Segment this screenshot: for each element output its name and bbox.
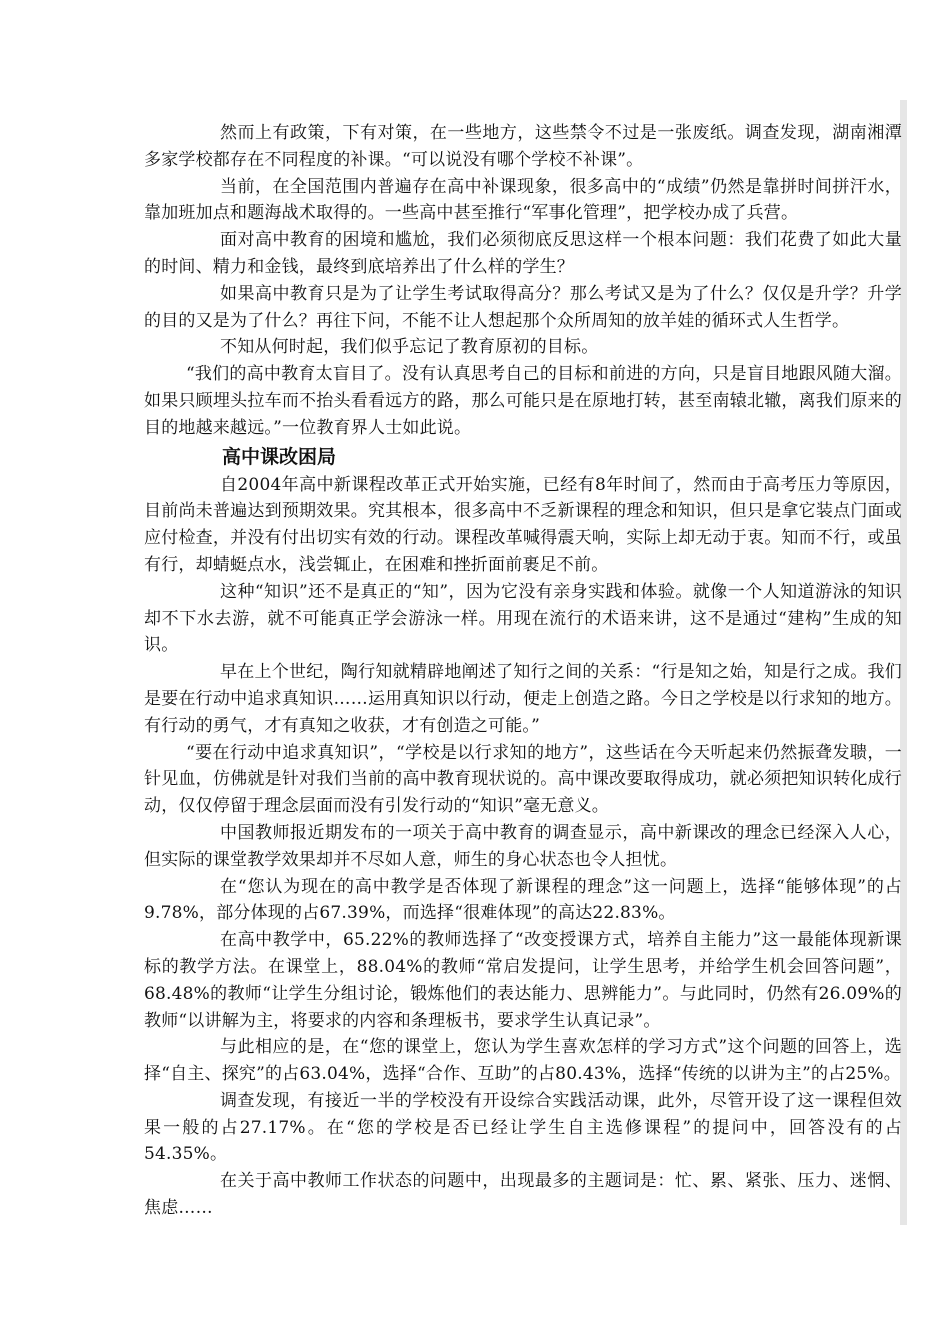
paragraph: 与此相应的是，在“您的课堂上，您认为学生喜欢怎样的学习方式”这个问题的回答上，选择“自主、探究”的占63.04%，选择“合作、互助”的占80.43%，选择“传统的以讲为主”的占25%。 <box>144 1037 902 1085</box>
paragraph: 面对高中教育的困境和尴尬，我们必须彻底反思这样一个根本问题：我们花费了如此大量的时间、精力和金钱，最终到底培养出了什么样的学生？ <box>144 230 902 277</box>
paragraph: 这种“知识”还不是真正的“知”，因为它没有亲身实践和体验。就像一个人知道游泳的知识却不下水去游，就不可能真正学会游泳一样。用现在流行的术语来讲，这不是通过“建构”生成的知识。 <box>144 581 902 656</box>
paragraph: 当前，在全国范围内普遍存在高中补课现象，很多高中的“成绩”仍然是靠拼时间拼汗水，靠加班加点和题海战术取得的。一些高中甚至推行“军事化管理”，把学校办成了兵营。 <box>144 176 902 224</box>
section-heading: 高中课改困局 <box>222 445 337 468</box>
paragraph: 然而上有政策，下有对策，在一些地方，这些禁令不过是一张废纸。调查发现，湖南湘潭多家学校都存在不同程度的补课。“可以说没有哪个学校不补课”。 <box>144 123 902 170</box>
paragraph: 如果高中教育只是为了让学生考试取得高分？那么考试又是为了什么？仅仅是升学？升学的目的又是为了什么？再往下问，不能不让人想起那个众所周知的放羊娃的循环式人生哲学。 <box>144 283 902 331</box>
paragraph: 自2004年高中新课程改革正式开始实施，已经有8年时间了，然而由于高考压力等原因，目前尚未普遍达到预期效果。究其根本，很多高中不乏新课程的理念和知识，但只是拿它装点门面或应付检查，并没有付出切实有效的行动。课程改革喊得震天响，实际上却无动于衷。知而不行，或虽有行，却蜻蜓点水，浅尝辄止，在困难和挫折面前裹足不前。 <box>144 474 902 575</box>
paragraph: 在关于高中教师工作状态的问题中，出现最多的主题词是：忙、累、紧张、压力、迷惘、焦虑…… <box>144 1171 902 1219</box>
document-body <box>144 120 902 1222</box>
paragraph: 早在上个世纪，陶行知就精辟地阐述了知行之间的关系：“行是知之始，知是行之成。我们是要在行动中追求真知识……运用真知识以行动，便走上创造之路。今日之学校是以行求知的地方。有行动的勇气，才有真知之收获，才有创造之可能。” <box>144 662 902 736</box>
paragraph: 不知从何时起，我们似乎忘记了教育原初的目标。 <box>220 337 599 358</box>
paragraph: 中国教师报近期发布的一项关于高中教育的调查显示，高中新课改的理念已经深入人心，但实际的课堂教学效果却并不尽如人意，师生的身心状态也令人担忧。 <box>144 822 902 870</box>
quoted-paragraph: “我们的高中教育太盲目了。没有认真思考自己的目标和前进的方向，只是盲目地跟风随大溜。如果只顾埋头拉车而不抬头看看远方的路，那么可能只是在原地打转，甚至南辕北辙，离我们原来的目的地越来越远。”一位教育界人士如此说。 <box>144 364 902 438</box>
paragraph: 在高中教学中，65.22%的教师选择了“改变授课方式，培养自主能力”这一最能体现新课标的教学方法。在课堂上，88.04%的教师“常启发提问，让学生思考，并给学生机会回答问题”，68.48%的教师“让学生分组讨论，锻炼他们的表达能力、思辨能力”。与此同时，仍然有26.09%的教师“以讲解为主，将要求的内容和条理板书，要求学生认真记录”。 <box>144 930 902 1031</box>
quoted-paragraph: “要在行动中追求真知识”，“学校是以行求知的地方”，这些话在今天听起来仍然振聋发聩，一针见血，仿佛就是针对我们当前的高中教育现状说的。高中课改要取得成功，就必须把知识转化成行动，仅仅停留于理念层面而没有引发行动的“知识”毫无意义。 <box>144 742 902 817</box>
paragraph: 调查发现，有接近一半的学校没有开设综合实践活动课，此外，尽管开设了这一课程但效果一般的占27.17%。在“您的学校是否已经让学生自主选修课程”的提问中，回答没有的占54.35%。 <box>144 1090 902 1165</box>
paragraph: 在“您认为现在的高中教学是否体现了新课程的理念”这一问题上，选择“能够体现”的占9.78%，部分体现的占67.39%，而选择“很难体现”的高达22.83%。 <box>144 876 902 924</box>
